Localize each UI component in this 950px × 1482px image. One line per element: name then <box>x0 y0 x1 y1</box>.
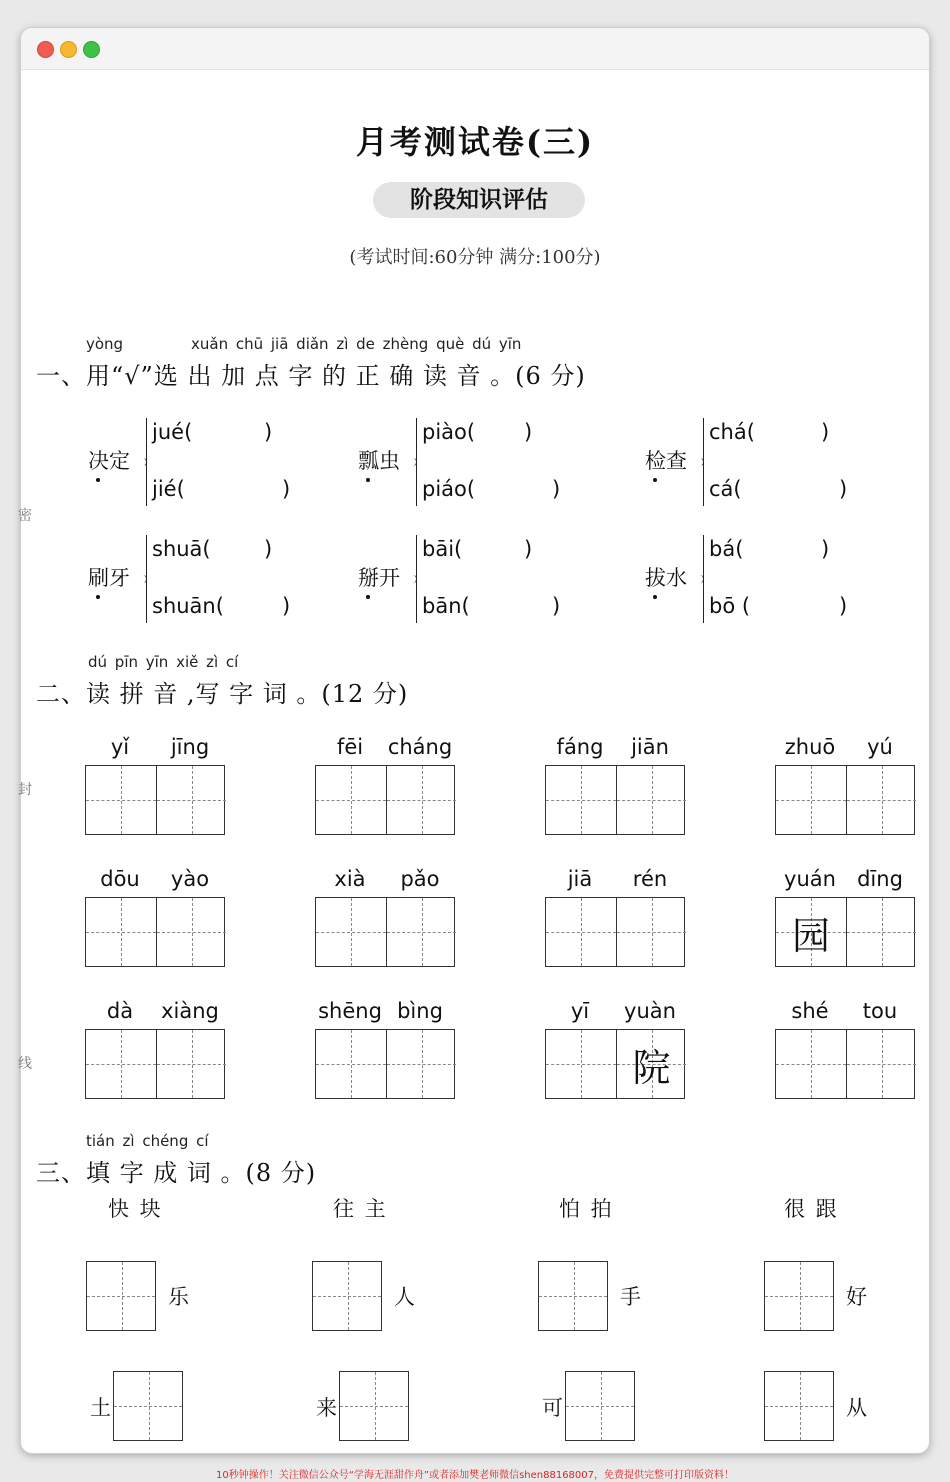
writing-cell[interactable] <box>316 1030 386 1098</box>
grid-pinyin: xiàng <box>161 999 219 1023</box>
writing-grid[interactable] <box>775 897 915 967</box>
emphasis-dot <box>96 595 100 599</box>
close-window-button[interactable] <box>37 41 54 58</box>
emphasis-dot <box>366 595 370 599</box>
pinyin-option[interactable]: bá( <box>709 537 744 561</box>
section-badge: 阶段知识评估 <box>373 182 585 218</box>
written-char <box>847 766 916 834</box>
grid-pinyin: yuán <box>784 867 836 891</box>
writing-cell[interactable] <box>776 1030 846 1098</box>
section2-heading: 二、读 拼 音 ,写 字 词 。(12 分) <box>36 680 409 708</box>
written-char <box>86 898 156 966</box>
fill-box[interactable] <box>312 1261 382 1331</box>
word-prefix: 土 <box>90 1396 111 1420</box>
margin-mark: 密 <box>18 508 32 524</box>
answer-bracket-close: ) <box>524 537 533 561</box>
writing-grid[interactable] <box>775 765 915 835</box>
grid-pinyin: zhuō <box>784 735 836 759</box>
written-char <box>546 766 616 834</box>
writing-grid[interactable] <box>315 897 455 967</box>
writing-cell[interactable] <box>86 898 156 966</box>
section2-pinyin: dú pīn yīn xiě zì cí <box>88 653 239 671</box>
choice-word: 决定 <box>88 449 130 473</box>
writing-cell[interactable] <box>846 1030 916 1098</box>
grid-pinyin: cháng <box>387 735 453 759</box>
grid-pinyin: fáng <box>556 735 604 759</box>
writing-grid[interactable] <box>315 1029 455 1099</box>
writing-cell[interactable] <box>86 766 156 834</box>
word-prefix: 来 <box>316 1396 337 1420</box>
maximize-window-button[interactable] <box>83 41 100 58</box>
writing-grid[interactable] <box>775 1029 915 1099</box>
answer-bracket-close: ) <box>839 477 848 501</box>
guide-line <box>765 1296 833 1297</box>
written-char <box>387 1030 456 1098</box>
exam-meta: (考试时间:60分钟 满分:100分) <box>349 247 601 268</box>
grid-pinyin: yī <box>570 999 590 1023</box>
grid-pinyin: dīng <box>857 867 903 891</box>
character-pair: 往 主 <box>333 1197 388 1221</box>
written-char <box>86 766 156 834</box>
grid-pinyin: tou <box>862 999 898 1023</box>
margin-mark: 封 <box>18 782 32 798</box>
grid-pinyin: dà <box>106 999 134 1023</box>
writing-cell[interactable] <box>846 766 916 834</box>
choice-word: 掰开 <box>358 566 400 590</box>
word-prefix: 可 <box>542 1396 563 1420</box>
writing-cell[interactable] <box>386 1030 456 1098</box>
margin-mark: 线 <box>18 1056 32 1072</box>
answer-bracket-close: ) <box>552 594 561 618</box>
minimize-window-button[interactable] <box>60 41 77 58</box>
written-char <box>776 1030 846 1098</box>
guide-line <box>313 1296 381 1297</box>
writing-cell[interactable] <box>156 766 226 834</box>
fill-box[interactable] <box>764 1261 834 1331</box>
word-suffix: 好 <box>846 1285 867 1309</box>
grid-pinyin: yào <box>170 867 210 891</box>
section1-pinyin-a: yòng <box>86 335 124 353</box>
page-title: 月考测试卷(三) <box>355 123 595 161</box>
writing-cell[interactable] <box>386 898 456 966</box>
writing-cell[interactable] <box>776 898 846 966</box>
writing-cell[interactable] <box>616 1030 686 1098</box>
guide-line <box>87 1296 155 1297</box>
pinyin-option[interactable]: bān( <box>422 594 470 618</box>
writing-cell[interactable] <box>316 898 386 966</box>
writing-cell[interactable] <box>846 898 916 966</box>
written-char <box>316 766 386 834</box>
pinyin-option[interactable]: bō ( <box>709 594 751 618</box>
grid-pinyin: shé <box>791 999 829 1023</box>
guide-line <box>114 1406 182 1407</box>
section1-heading: 一、用“√”选 出 加 点 字 的 正 确 读 音 。(6 分) <box>36 362 586 390</box>
written-char <box>847 898 916 966</box>
grid-pinyin: jiā <box>567 867 593 891</box>
pinyin-option[interactable]: jué( <box>152 420 193 444</box>
pinyin-option[interactable]: jié( <box>152 477 185 501</box>
writing-cell[interactable] <box>546 1030 616 1098</box>
choice-word: 检查 <box>645 449 687 473</box>
written-char <box>157 1030 226 1098</box>
section1-pinyin-b: xuǎn chū jiā diǎn zì de zhèng què dú yīn <box>191 335 522 353</box>
guide-line <box>340 1406 408 1407</box>
writing-cell[interactable] <box>616 766 686 834</box>
fill-box[interactable] <box>339 1371 409 1441</box>
answer-bracket-close: ) <box>264 537 273 561</box>
grid-pinyin: rén <box>632 867 668 891</box>
section3-heading: 三、填 字 成 词 。(8 分) <box>36 1159 317 1187</box>
choice-word: 瓢虫 <box>358 449 400 473</box>
guide-line <box>765 1406 833 1407</box>
grid-pinyin: jiān <box>631 735 669 759</box>
emphasis-dot <box>653 595 657 599</box>
word-suffix: 从 <box>846 1396 867 1420</box>
written-char <box>617 766 686 834</box>
pinyin-option[interactable]: bāi( <box>422 537 463 561</box>
grid-pinyin: yǐ <box>110 735 130 759</box>
written-char <box>617 898 686 966</box>
fill-box[interactable] <box>565 1371 635 1441</box>
pinyin-option[interactable]: chá( <box>709 420 755 444</box>
grid-pinyin: shēng <box>318 999 382 1023</box>
written-char: 院 <box>632 1045 671 1090</box>
answer-bracket-close: ) <box>524 420 533 444</box>
pinyin-option[interactable]: shuān( <box>152 594 224 618</box>
answer-bracket-close: ) <box>282 594 291 618</box>
fill-box[interactable] <box>764 1371 834 1441</box>
fill-box[interactable] <box>86 1261 156 1331</box>
grid-pinyin: yuàn <box>624 999 676 1023</box>
writing-grid[interactable] <box>85 765 225 835</box>
written-char <box>157 766 226 834</box>
emphasis-dot <box>653 478 657 482</box>
writing-grid[interactable] <box>85 1029 225 1099</box>
written-char <box>316 1030 386 1098</box>
writing-cell[interactable] <box>86 1030 156 1098</box>
written-char <box>86 1030 156 1098</box>
answer-bracket-close: ) <box>821 537 830 561</box>
written-char <box>847 1030 916 1098</box>
grid-pinyin: xià <box>334 867 366 891</box>
written-char <box>387 766 456 834</box>
written-char <box>387 898 456 966</box>
written-char: 园 <box>791 913 830 958</box>
guide-line <box>566 1406 634 1407</box>
character-pair: 很 跟 <box>784 1197 839 1221</box>
written-char <box>316 898 386 966</box>
answer-bracket-close: ) <box>282 477 291 501</box>
grid-pinyin: jīng <box>170 735 210 759</box>
character-pair: 快 块 <box>108 1197 163 1221</box>
writing-grid[interactable] <box>85 897 225 967</box>
writing-cell[interactable] <box>156 1030 226 1098</box>
word-suffix: 乐 <box>168 1285 189 1309</box>
writing-grid[interactable] <box>545 1029 685 1099</box>
written-char <box>157 898 226 966</box>
written-char <box>546 898 616 966</box>
guide-line <box>539 1296 607 1297</box>
grid-pinyin: bìng <box>397 999 443 1023</box>
grid-pinyin: yú <box>867 735 893 759</box>
footer-note: 10秒钟操作！关注微信公众号“学海无涯甜作舟”或者添加樊老师微信shen88168007，免费提供完整可打印版资料！ <box>215 1470 735 1481</box>
character-pair: 怕 拍 <box>559 1197 614 1221</box>
grid-pinyin: pǎo <box>400 867 440 891</box>
writing-grid[interactable] <box>545 897 685 967</box>
writing-cell[interactable] <box>546 898 616 966</box>
emphasis-dot <box>366 478 370 482</box>
answer-bracket-close: ) <box>839 594 848 618</box>
title-bar <box>21 28 929 70</box>
grid-pinyin: dōu <box>100 867 140 891</box>
answer-bracket-close: ) <box>264 420 273 444</box>
pinyin-option[interactable]: piáo( <box>422 477 476 501</box>
writing-cell[interactable] <box>616 898 686 966</box>
choice-word: 拔水 <box>645 566 687 590</box>
answer-bracket-close: ) <box>552 477 561 501</box>
pinyin-option[interactable]: cá( <box>709 477 742 501</box>
word-suffix: 人 <box>394 1285 415 1309</box>
section3-pinyin: tián zì chéng cí <box>86 1132 209 1150</box>
pinyin-option[interactable]: piào( <box>422 420 476 444</box>
emphasis-dot <box>96 478 100 482</box>
writing-cell[interactable] <box>316 766 386 834</box>
grid-pinyin: fēi <box>336 735 364 759</box>
answer-bracket-close: ) <box>821 420 830 444</box>
word-suffix: 手 <box>620 1285 641 1309</box>
fill-box[interactable] <box>538 1261 608 1331</box>
writing-cell[interactable] <box>776 766 846 834</box>
choice-word: 刷牙 <box>88 566 130 590</box>
writing-grid[interactable] <box>315 765 455 835</box>
writing-cell[interactable] <box>386 766 456 834</box>
written-char <box>546 1030 616 1098</box>
fill-box[interactable] <box>113 1371 183 1441</box>
writing-grid[interactable] <box>545 765 685 835</box>
writing-cell[interactable] <box>156 898 226 966</box>
pinyin-option[interactable]: shuā( <box>152 537 211 561</box>
writing-cell[interactable] <box>546 766 616 834</box>
written-char <box>776 766 846 834</box>
